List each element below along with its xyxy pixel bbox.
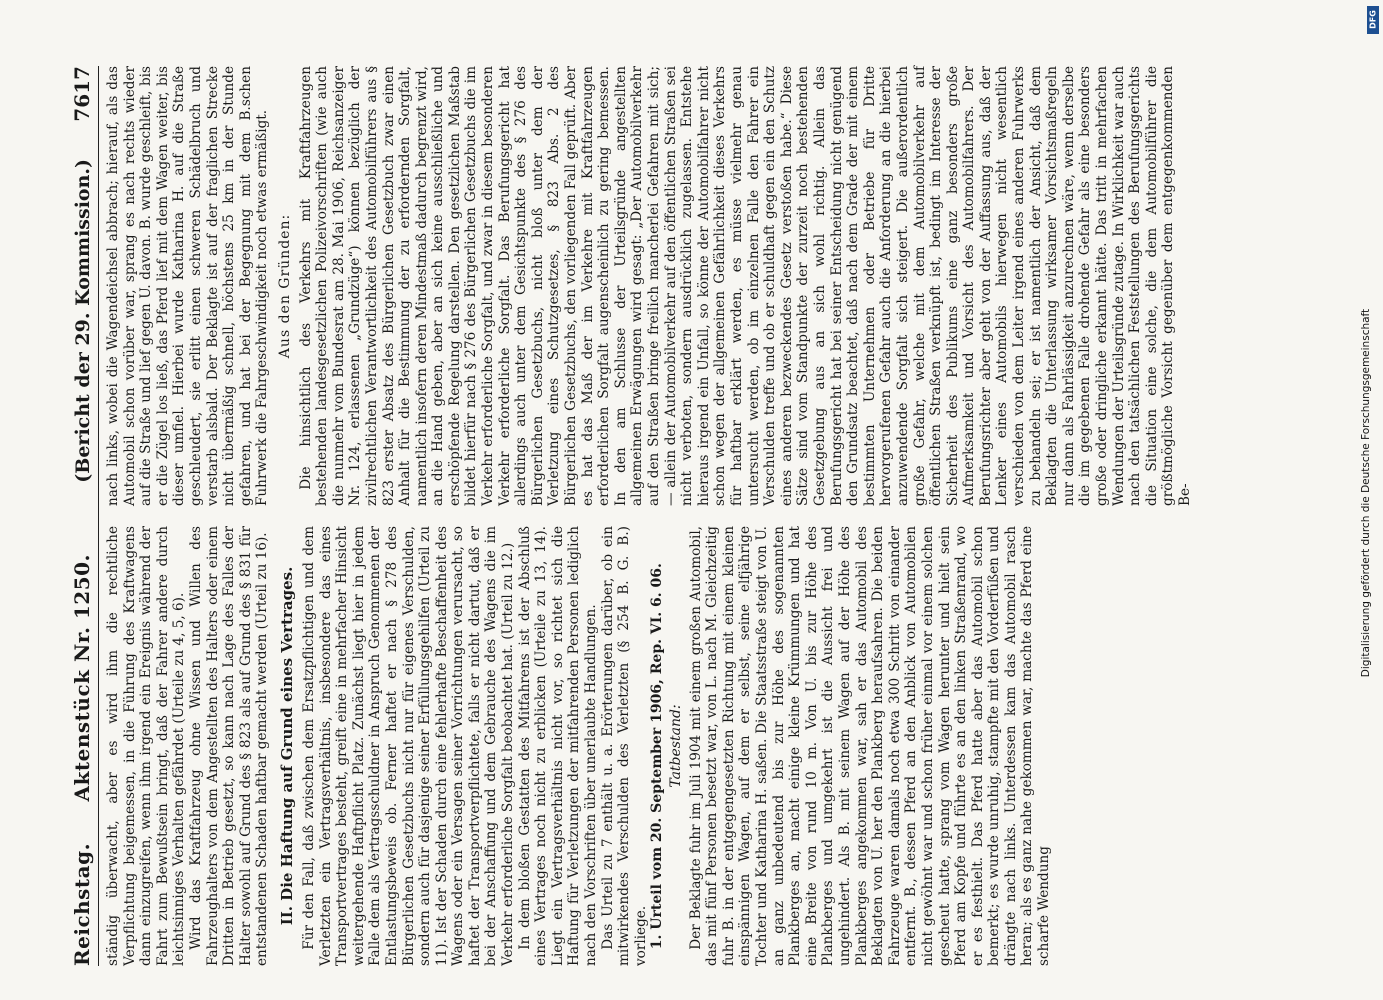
paragraph: ständig überwacht, aber es wird ihm die rechtliche Verpflichtung beigemessen, in die Führung des Kraftwagens dann einzugreifen, wenn ihm irgend ein Ereignis während der Fahrt zum Bewußtsein bringt, daß der Fahrer andere durch leichtsinniges Verhalten gefährdet (Urteile zu 4, 5, 6). — [105, 526, 188, 966]
paragraph: Die hinsichtlich des Verkehrs mit Kraftfahrzeugen bestehenden landesgesetzlichen Polizeivorschriften (wie auch die nunmehr vom Bundesrat am 28. Mai 1906, Reichsanzeiger Nr. 124, erlassenen „Grundzüge“) können bezüglich der zivilrechtlichen Verantwortlichkeit des Automobilführers aus § 823 erster Absatz des Bürgerlichen Gesetzbuch zwar einen Anhalt für die Bestimmung der zu erfordernden Sorgfalt, namentlich insofern deren Mindestmaß dadurch begrenzt wird, an die Hand geben, aber an sich keine ausschließliche und erschöpfende Regelung darstellen. Den gesetzlichen Maßstab bildet hierfür nach § 276 des Bürgerlichen Gesetzbuchs die im Verkehr erforderliche Sorgfalt, und zwar in diesem besonderen Verkehr erforderliche Sorgfalt. Das Berufungsgericht hat allerdings auch unter dem Gesichtspunkte des § 276 des Bürgerlichen Gesetzbuchs, nicht bloß unter dem der Verletzung eines Schutzgesetzes, § 823 Abs. 2 des Bürgerlichen Gesetzbuchs, den vorliegenden Fall geprüft. Aber es hat das Maß der im Verkehre mit Kraftfahrzeugen erforderlichen Sorgfalt augenscheinlich zu gering bemessen. In den am Schlusse der Urteilsgründe angestellten allgemeinen Erwägungen wird gesagt: „Der Automobilverkehr auf den Straßen bringe freilich mancherlei Gefahren mit sich; — allein der Automobilverkehr auf den öffentlichen Straßen sei nicht verboten, sondern ausdrücklich zugelassen. Entstehe hieraus irgend ein Unfall, so könne der Automobilfahrer nicht schon wegen der allgemeinen Gefährlichkeit dieses Verkehrs für haftbar erklärt werden, es müsse vielmehr genau untersucht werden, ob im einzelnen Falle den Fahrer ein Verschulden treffe und ob er schuldhaft gegen ein den Schutz eines anderen bezweckendes Gesetz verstoßen habe.“ Diese Sätze sind vom Standpunkte der zurzeit noch bestehenden Gesetzgebung aus an sich wohl richtig. Allein das Berufungsgericht hat bei seiner Entscheidung nicht genügend den Grundsatz beachtet, daß nach dem Grade der mit einem bestimmten Unternehmen oder Betriebe für Dritte hervorgerufenen Gefahr auch die Anforderung an die hierbei anzuwendende Sorgfalt sich steigert. Die außerordentlich große Gefahr, welche mit dem Automobilverkehr auf öffentlichen Straßen verknüpft ist, bedingt im Interesse der Sicherheit des Publikums eine ganz besonders große Aufmerksamkeit und Vorsicht des Automobilfahrers. Der Berufungsrichter aber geht von der Auffassung aus, daß der Lenker eines Automobils hierwegen nicht wesentlich verschieden von dem Leiter irgend eines anderen Fuhrwerks zu behandeln sei; er ist namentlich der Ansicht, daß dem Beklagten die Unterlassung wirksamer Vorsichtsmaßregeln nur dann als Fahrlässigkeit anzurechnen wäre, wenn derselbe die im gegebenen Falle drohende Gefahr als eine besonders große oder dringliche erkannt hätte. Das tritt in mehrfachen Wendungen der Urteilsgründe zutage. In Wirklichkeit war auch nach den tatsächlichen Feststellungen des Berufungsgerichts die Situation eine solche, die dem Automobilführer die größtmögliche Vorsicht gegenüber dem entgegenkommenden Be- — [297, 66, 1193, 506]
left-column — [105, 526, 1194, 966]
paragraph: In dem bloßen Gestatten des Mitfahrens ist der Abschluß eines Vertrages noch nicht zu erblicken (Urteile zu 13, 14). Liegt ein Vertragsverhältnis nicht vor, so richtet sich die Haftung für Verletzungen der mitfahrenden Personen lediglich nach den Vorschriften über unerlaubte Handlungen. — [516, 526, 600, 966]
right-column — [105, 66, 1194, 506]
header-commission: (Bericht der 29. Kommission.) — [72, 158, 94, 483]
header-document-number: Aktenstück Nr. 1250. — [70, 554, 94, 802]
paragraph: nach links, wobei die Wagendeichsel abbrach; hierauf, als das Automobil schon vorüber war, sprang es nach rechts wieder auf die Straße und lief gegen U. davon. B. wurde geschleift, bis er die Zügel los ließ, das Pferd lief mit dem Wagen weiter, bis dieser umfiel. Hierbei wurde Katharina H. auf die Straße geschleudert, sie erlitt einen schweren Schädelbruch und verstarb alsbald. Der Beklagte ist auf der fraglichen Strecke nicht übermäßig schnell, höchstens 25 km in der Stunde gefahren, und hat bei der Begegnung mit dem B.schen Fuhrwerk die Fahrgeschwindigkeit noch etwas ermäßigt. — [105, 66, 271, 506]
paragraph: Der Beklagte fuhr im Juli 1904 mit einem großen Automobil, das mit fünf Personen besetzt war, von L. nach M. Gleichzeitig fuhr B. in der entgegengesetzten Richtung mit einem kleinen einspännigen Wagen, auf dem er selbst, seine elfjährige Tochter und Katharina H. saßen. Die Staatsstraße steigt von U. an ganz unbedeutend bis zur Höhe des sogenannten Plankberges an, macht einige kleine Krümmungen und hat eine Breite von rund 10 m. Von U. bis zur Höhe des Plankberges und umgekehrt ist die Aussicht frei und ungehindert. Als B. mit seinem Wagen auf der Höhe des Plankberges angekommen war, sah er das Automobil des Beklagten von U. her den Plankberg heraufsahren. Die beiden Fahrzeuge waren damals noch etwa 300 Schritt von einander entfernt. B., dessen Pferd an den Anblick von Automobilen nicht gewöhnt war und schon früher einmal vor einem solchen gescheut hatte, sprang vom Wagen herunter und hielt sein Pferd am Kopfe und führte es an den linken Straßenrand, wo er es festhielt. Das Pferd hatte aber das Automobil schon bemerkt; es wurde unruhig, stampfte mit den Vorderfüßen und drängte nach links. Unterdessen kam das Automobil rasch heran; als es ganz nahe gekommen war, machte das Pferd eine scharfe Wendung — [687, 526, 1053, 966]
section-heading: II. Die Haftung auf Grund eines Vertrages. — [277, 566, 296, 926]
digitization-credit — [1357, 6, 1381, 996]
scanned-page — [60, 48, 1336, 984]
dfg-logo-icon — [1367, 6, 1379, 34]
credit-text: Digitalisierung gefördert durch die Deutsche Forschungsgemeinschaft — [1360, 308, 1372, 678]
facts-heading: Tatbestand: — [668, 704, 684, 788]
page-number: 7617 — [70, 66, 94, 122]
header-left: Reichstag. — [70, 842, 94, 966]
dfg-logo-text: DFG — [1368, 10, 1378, 29]
reasons-heading: Aus den Gründen: — [276, 213, 293, 359]
text-columns — [105, 66, 1194, 966]
paragraph: Wird das Kraftfahrzeug ohne Wissen und Willen des Fahrzeughalters von dem Angestellten des Halters oder einem Dritten in Betrieb gesetzt, so kann nach Lage des Falles der Halter sowohl auf Grund des § 823 als auf Grund des § 831 für entstandenen Schaden haftbar gemacht werden (Urteil zu 16). — [187, 526, 271, 966]
paragraph: Das Urteil zu 7 enthält u. a. Erörterungen darüber, ob ein mitwirkendes Verschulden des Verletzten (§ 254 B. G. B.) vorliege. — [599, 526, 649, 966]
judgment-heading: 1. Urteil vom 20. September 1906, Rep. VI. 6. 06. — [649, 563, 666, 950]
paragraph: Für den Fall, daß zwischen dem Ersatzpflichtigen und dem Verletzten ein Vertragsverhältnis, insbesondere das eines Transportvertrages besteht, greift eine in mehrfacher Hinsicht weitergehende Haftpflicht Platz. Zunächst liegt hier in jedem Falle dem als Vertragsschuldner in Anspruch Genommenen der Entlastungsbeweis ob. Ferner haftet er nach § 278 des Bürgerlichen Gesetzbuchs nicht nur für eigenes Verschulden, sondern auch für dasjenige seiner Erfüllungsgehilfen (Urteil zu 11). Ist der Schaden durch eine fehlerhafte Beschaffenheit des Wagens oder ein Versagen seiner Vorrichtungen verursacht, so haftet der Transportverpflichtete, falls er nicht dartut, daß er bei der Anschaffung und dem Gebrauche des Wagens die im Verkehr erforderliche Sorgfalt beobachtet hat. (Urteil zu 12.) — [300, 526, 517, 966]
rotated-page-frame — [60, 48, 1336, 984]
page-header — [70, 66, 99, 966]
